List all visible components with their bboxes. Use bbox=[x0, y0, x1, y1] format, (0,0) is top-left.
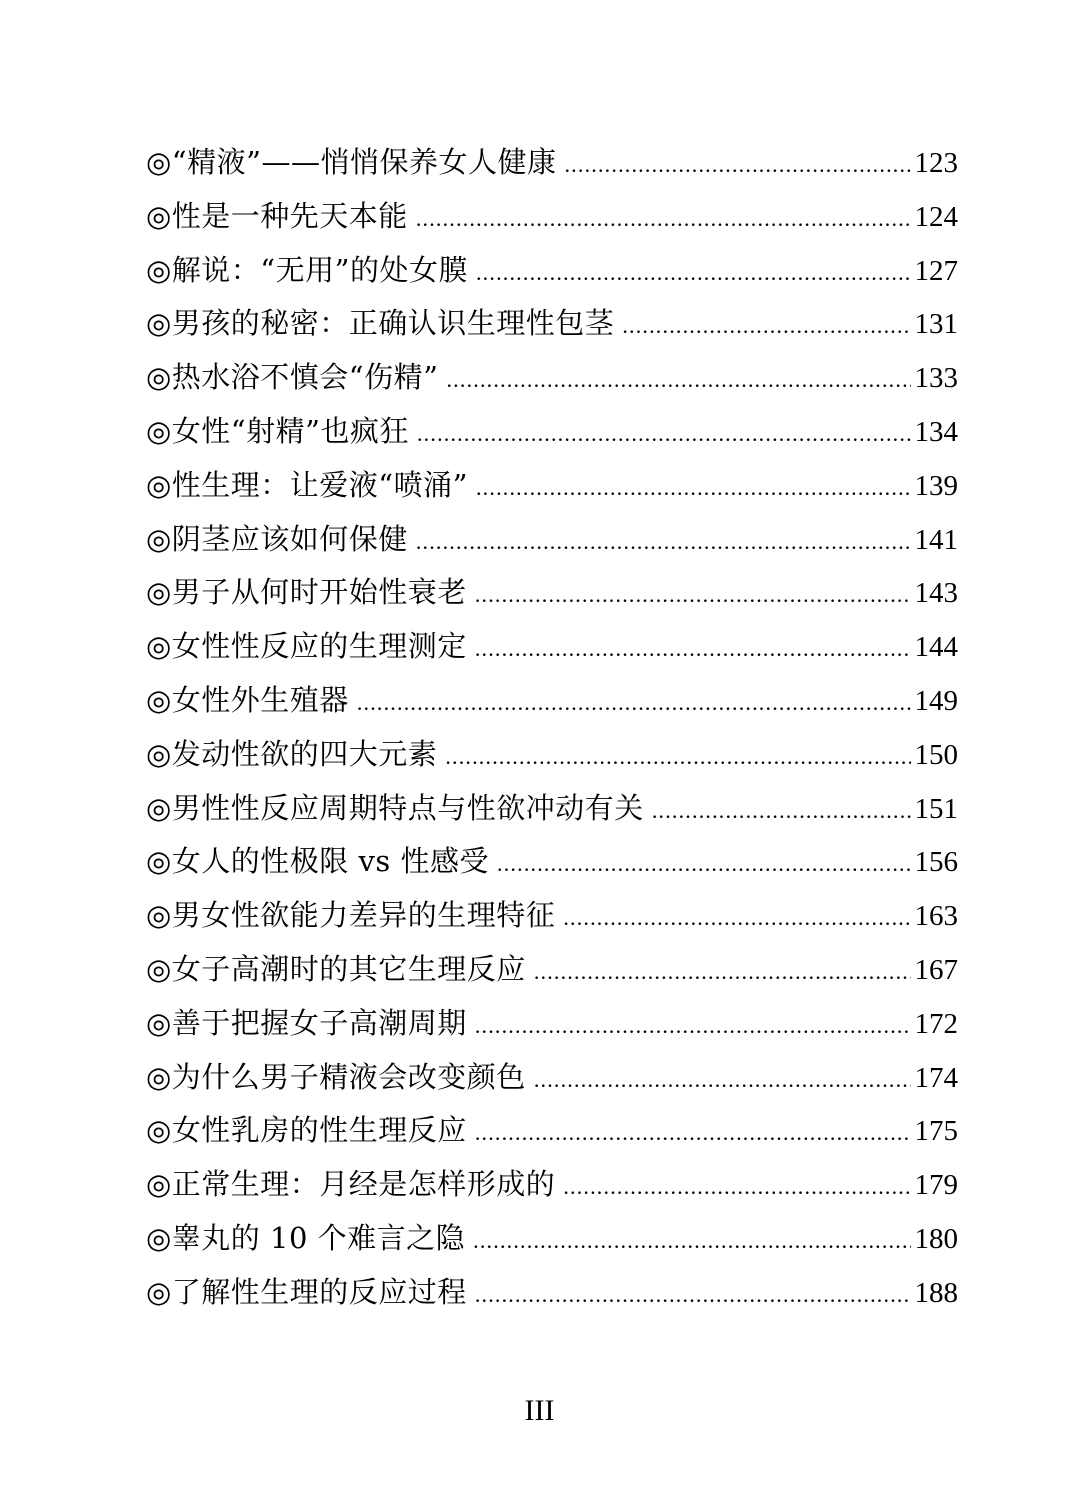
toc-entry-page: 124 bbox=[914, 200, 958, 233]
toc-entry-page: 188 bbox=[914, 1276, 958, 1309]
toc-entry-page: 150 bbox=[914, 738, 958, 771]
toc-entry bbox=[146, 1051, 958, 1105]
toc-entry bbox=[146, 997, 958, 1051]
toc-entry bbox=[146, 190, 958, 244]
toc-entry-title: ◎为什么男子精液会改变颜色 bbox=[146, 1059, 526, 1094]
toc-entry-title: ◎“精液”——悄悄保养女人健康 bbox=[146, 145, 557, 179]
toc-entry-title: ◎女人的性极限 vs 性感受 bbox=[146, 844, 490, 879]
toc-entry-page: 172 bbox=[914, 1007, 958, 1040]
toc-entry-title: ◎性生理：让爱液“喷涌” bbox=[146, 467, 468, 502]
toc-entry-title: ◎男女性欲能力差异的生理特征 bbox=[146, 898, 556, 933]
toc-dot-leader bbox=[416, 192, 911, 246]
toc-entry bbox=[146, 1266, 958, 1320]
toc-dot-leader bbox=[475, 999, 911, 1053]
toc-entry-title: ◎男子从何时开始性衰老 bbox=[146, 575, 467, 610]
toc-entry-title: ◎正常生理：月经是怎样形成的 bbox=[146, 1167, 556, 1202]
toc-entry-page: 134 bbox=[914, 415, 958, 448]
toc-dot-leader bbox=[475, 622, 911, 676]
toc-entry bbox=[146, 566, 958, 620]
toc-dot-leader bbox=[357, 676, 911, 730]
toc-entry-page: 123 bbox=[914, 147, 958, 179]
toc-entry-page: 180 bbox=[914, 1222, 958, 1255]
toc-entry-page: 144 bbox=[914, 631, 958, 664]
toc-entry-page: 179 bbox=[914, 1169, 958, 1202]
toc-dot-leader bbox=[417, 407, 911, 461]
toc-entry bbox=[146, 835, 958, 889]
toc-entry-page: 175 bbox=[914, 1115, 958, 1148]
toc-entry-page: 131 bbox=[914, 308, 958, 341]
toc-entry-page: 156 bbox=[914, 846, 958, 879]
toc-entry-title: ◎发动性欲的四大元素 bbox=[146, 736, 438, 771]
toc-dot-leader bbox=[476, 246, 911, 300]
toc-entry-title: ◎女性乳房的性生理反应 bbox=[146, 1113, 467, 1148]
toc-entry-title: ◎男性性反应周期特点与性欲冲动有关 bbox=[146, 790, 644, 825]
toc-dot-leader bbox=[563, 1160, 910, 1214]
toc-dot-leader bbox=[534, 1053, 911, 1107]
toc-entry bbox=[146, 782, 958, 836]
toc-dot-leader bbox=[622, 299, 910, 353]
toc-entry-title: ◎善于把握女子高潮周期 bbox=[146, 1005, 467, 1040]
toc-entry-page: 143 bbox=[914, 577, 958, 610]
toc-entry bbox=[146, 244, 958, 298]
toc-entry bbox=[146, 1212, 958, 1266]
toc-dot-leader bbox=[563, 891, 910, 945]
table-of-contents bbox=[146, 136, 958, 1320]
page-number: III bbox=[524, 1394, 555, 1427]
toc-dot-leader bbox=[475, 1106, 911, 1160]
toc-entry bbox=[146, 459, 958, 513]
toc-dot-leader bbox=[476, 461, 911, 515]
toc-entry-title: ◎阴茎应该如何保健 bbox=[146, 521, 408, 556]
toc-entry-page: 167 bbox=[914, 953, 958, 986]
toc-entry bbox=[146, 405, 958, 459]
toc-dot-leader bbox=[475, 1268, 911, 1322]
toc-entry bbox=[146, 728, 958, 782]
toc-entry-title: ◎了解性生理的反应过程 bbox=[146, 1274, 467, 1309]
toc-entry-page: 163 bbox=[914, 900, 958, 933]
toc-entry bbox=[146, 620, 958, 674]
toc-dot-leader bbox=[473, 1214, 910, 1268]
toc-entry-title: ◎女子高潮时的其它生理反应 bbox=[146, 951, 526, 986]
toc-entry-page: 149 bbox=[914, 684, 958, 717]
toc-entry bbox=[146, 136, 958, 190]
toc-entry-title: ◎男孩的秘密：正确认识生理性包茎 bbox=[146, 306, 615, 341]
toc-dot-leader bbox=[416, 515, 911, 569]
toc-dot-leader bbox=[475, 568, 911, 622]
toc-entry-page: 139 bbox=[914, 469, 958, 502]
toc-entry-page: 141 bbox=[914, 523, 958, 556]
toc-dot-leader bbox=[564, 138, 910, 192]
toc-entry bbox=[146, 674, 958, 728]
toc-entry bbox=[146, 513, 958, 567]
toc-entry bbox=[146, 1158, 958, 1212]
toc-entry bbox=[146, 1104, 958, 1158]
toc-entry-page: 174 bbox=[914, 1061, 958, 1094]
toc-entry-page: 127 bbox=[914, 254, 958, 287]
toc-entry-title: ◎睾丸的 10 个难言之隐 bbox=[146, 1220, 466, 1255]
toc-entry bbox=[146, 351, 958, 405]
toc-dot-leader bbox=[445, 730, 910, 784]
toc-dot-leader bbox=[652, 784, 911, 838]
toc-entry bbox=[146, 297, 958, 351]
toc-entry-page: 133 bbox=[914, 362, 958, 395]
toc-entry-title: ◎女性“射精”也疯狂 bbox=[146, 413, 409, 448]
toc-dot-leader bbox=[497, 837, 910, 891]
toc-entry-title: ◎女性性反应的生理测定 bbox=[146, 629, 467, 664]
toc-entry-title: ◎女性外生殖器 bbox=[146, 682, 349, 717]
toc-entry-page: 151 bbox=[914, 792, 958, 825]
toc-entry bbox=[146, 889, 958, 943]
toc-dot-leader bbox=[534, 945, 911, 999]
toc-entry bbox=[146, 943, 958, 997]
toc-entry-title: ◎热水浴不慎会“伤精” bbox=[146, 360, 439, 395]
toc-entry-title: ◎性是一种先天本能 bbox=[146, 198, 408, 233]
toc-dot-leader bbox=[446, 353, 910, 407]
toc-entry-title: ◎解说：“无用”的处女膜 bbox=[146, 252, 468, 287]
